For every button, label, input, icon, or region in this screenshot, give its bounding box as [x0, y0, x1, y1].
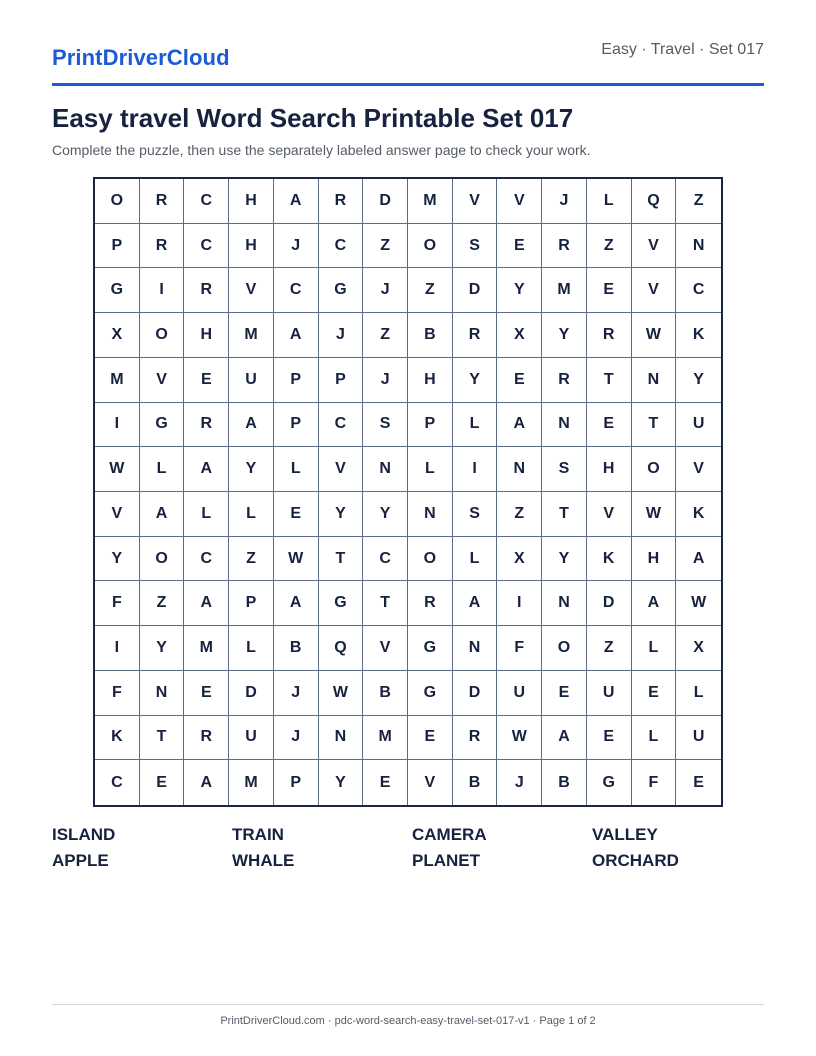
grid-cell: Z — [363, 313, 408, 358]
grid-cell: V — [140, 358, 185, 403]
word-search-grid — [93, 177, 723, 807]
grid-cell: U — [229, 358, 274, 403]
grid-cell: L — [453, 537, 498, 582]
grid-cell: T — [363, 581, 408, 626]
grid-cell: J — [542, 179, 587, 224]
grid-cell: R — [453, 716, 498, 761]
grid-cell: O — [140, 313, 185, 358]
grid-cell: X — [95, 313, 140, 358]
grid-cell: Z — [587, 224, 632, 269]
grid-cell: C — [676, 268, 721, 313]
grid-cell: P — [274, 403, 319, 448]
grid-cell: A — [184, 581, 229, 626]
brand-logo: PrintDriverCloud — [52, 45, 230, 70]
grid-cell: R — [140, 224, 185, 269]
grid-cell: F — [497, 626, 542, 671]
grid-cell: N — [408, 492, 453, 537]
grid-cell: V — [319, 447, 364, 492]
grid-cell: C — [319, 403, 364, 448]
grid-cell: V — [587, 492, 632, 537]
grid-cell: E — [587, 716, 632, 761]
grid-cell: V — [453, 179, 498, 224]
grid-cell: X — [497, 313, 542, 358]
grid-cell: R — [319, 179, 364, 224]
grid-cell: O — [632, 447, 677, 492]
grid-cell: V — [229, 268, 274, 313]
grid-cell: N — [453, 626, 498, 671]
grid-cell: Z — [497, 492, 542, 537]
grid-cell: A — [453, 581, 498, 626]
grid-cell: G — [319, 268, 364, 313]
grid-cell: J — [274, 224, 319, 269]
grid-cell: A — [274, 581, 319, 626]
grid-cell: E — [408, 716, 453, 761]
grid-cell: C — [274, 268, 319, 313]
grid-cell: C — [319, 224, 364, 269]
grid-cell: E — [542, 671, 587, 716]
grid-cell: C — [184, 179, 229, 224]
grid-cell: J — [274, 716, 319, 761]
grid-cell: G — [319, 581, 364, 626]
grid-cell: M — [408, 179, 453, 224]
grid-cell: F — [632, 760, 677, 805]
word-list-item: CAMERA — [412, 825, 487, 844]
page-footer: PrintDriverCloud.com · pdc-word-search-easy-travel-set-017-v1 · Page 1 of 2 — [52, 1004, 764, 1027]
grid-cell: L — [632, 716, 677, 761]
grid-cell: B — [453, 760, 498, 805]
grid-cell: Y — [497, 268, 542, 313]
grid-cell: V — [497, 179, 542, 224]
grid-cell: B — [542, 760, 587, 805]
grid-cell: Y — [542, 313, 587, 358]
grid-cell: K — [676, 492, 721, 537]
grid-cell: R — [184, 403, 229, 448]
grid-cell: D — [453, 671, 498, 716]
grid-cell: Y — [229, 447, 274, 492]
grid-cell: W — [632, 313, 677, 358]
grid-cell: S — [453, 224, 498, 269]
grid-cell: O — [408, 537, 453, 582]
grid-cell: K — [587, 537, 632, 582]
grid-cell: P — [274, 760, 319, 805]
puzzle-meta: Easy · Travel · Set 017 — [601, 41, 764, 58]
grid-cell: R — [453, 313, 498, 358]
grid-cell: T — [587, 358, 632, 403]
grid-cell: N — [363, 447, 408, 492]
grid-cell: V — [408, 760, 453, 805]
grid-cell: F — [95, 581, 140, 626]
grid-cell: Y — [363, 492, 408, 537]
word-list-item: WHALE — [232, 851, 295, 870]
grid-cell: Z — [140, 581, 185, 626]
grid-cell: P — [229, 581, 274, 626]
grid-cell: T — [140, 716, 185, 761]
grid-cell: L — [140, 447, 185, 492]
grid-cell: T — [632, 403, 677, 448]
grid-cell: S — [453, 492, 498, 537]
grid-cell: O — [408, 224, 453, 269]
grid-cell: N — [319, 716, 364, 761]
grid-cell: O — [95, 179, 140, 224]
grid-cell: A — [229, 403, 274, 448]
grid-cell: X — [676, 626, 721, 671]
grid-cell: F — [95, 671, 140, 716]
grid-cell: A — [140, 492, 185, 537]
word-list-item: APPLE — [52, 851, 109, 870]
grid-cell: E — [497, 224, 542, 269]
grid-cell: W — [676, 581, 721, 626]
grid-cell: S — [363, 403, 408, 448]
grid-cell: J — [319, 313, 364, 358]
grid-cell: H — [184, 313, 229, 358]
grid-cell: Q — [632, 179, 677, 224]
grid-cell: B — [363, 671, 408, 716]
grid-cell: K — [95, 716, 140, 761]
grid-cell: J — [363, 358, 408, 403]
grid-cell: E — [587, 268, 632, 313]
grid-cell: V — [95, 492, 140, 537]
grid-cell: A — [184, 447, 229, 492]
word-list — [52, 826, 764, 870]
grid-cell: N — [542, 403, 587, 448]
grid-cell: D — [363, 179, 408, 224]
grid-cell: I — [95, 403, 140, 448]
grid-cell: N — [676, 224, 721, 269]
grid-cell: M — [184, 626, 229, 671]
grid-cell: E — [497, 358, 542, 403]
grid-cell: W — [319, 671, 364, 716]
grid-cell: C — [363, 537, 408, 582]
grid-cell: U — [587, 671, 632, 716]
grid-cell: P — [274, 358, 319, 403]
grid-cell: L — [274, 447, 319, 492]
grid-cell: V — [632, 224, 677, 269]
grid-cell: H — [632, 537, 677, 582]
grid-cell: J — [363, 268, 408, 313]
grid-cell: A — [497, 403, 542, 448]
grid-cell: V — [363, 626, 408, 671]
grid-cell: U — [497, 671, 542, 716]
grid-cell: B — [274, 626, 319, 671]
grid-cell: M — [542, 268, 587, 313]
grid-cell: S — [542, 447, 587, 492]
grid-cell: L — [229, 492, 274, 537]
word-list-item: TRAIN — [232, 825, 284, 844]
grid-cell: N — [632, 358, 677, 403]
grid-cell: N — [140, 671, 185, 716]
grid-cell: E — [140, 760, 185, 805]
page-header — [52, 34, 764, 86]
grid-cell: E — [184, 358, 229, 403]
grid-cell: Z — [676, 179, 721, 224]
grid-cell: I — [453, 447, 498, 492]
grid-cell: Y — [319, 760, 364, 805]
grid-cell: Y — [676, 358, 721, 403]
grid-cell: I — [95, 626, 140, 671]
grid-cell: U — [676, 716, 721, 761]
word-list-item: VALLEY — [592, 825, 658, 844]
grid-cell: C — [95, 760, 140, 805]
grid-cell: E — [632, 671, 677, 716]
grid-cell: X — [497, 537, 542, 582]
instructions: Complete the puzzle, then use the separately labeled answer page to check your work. — [52, 142, 591, 158]
grid-cell: R — [587, 313, 632, 358]
grid-cell: E — [184, 671, 229, 716]
grid-cell: R — [140, 179, 185, 224]
grid-cell: H — [408, 358, 453, 403]
grid-cell: I — [497, 581, 542, 626]
grid-cell: C — [184, 537, 229, 582]
grid-cell: T — [319, 537, 364, 582]
grid-cell: V — [632, 268, 677, 313]
grid-cell: A — [184, 760, 229, 805]
grid-cell: N — [542, 581, 587, 626]
grid-cell: O — [542, 626, 587, 671]
grid-cell: J — [274, 671, 319, 716]
grid-cell: W — [274, 537, 319, 582]
grid-cell: V — [676, 447, 721, 492]
grid-cell: Z — [229, 537, 274, 582]
grid-cell: N — [497, 447, 542, 492]
grid-cell: I — [140, 268, 185, 313]
grid-cell: L — [676, 671, 721, 716]
grid-cell: R — [184, 268, 229, 313]
grid-cell: C — [184, 224, 229, 269]
grid-cell: Z — [363, 224, 408, 269]
grid-cell: O — [140, 537, 185, 582]
grid-cell: L — [229, 626, 274, 671]
grid-cell: Y — [542, 537, 587, 582]
grid-cell: G — [408, 626, 453, 671]
page-title: Easy travel Word Search Printable Set 017 — [52, 103, 574, 133]
grid-cell: M — [95, 358, 140, 403]
grid-cell: L — [587, 179, 632, 224]
grid-cell: D — [453, 268, 498, 313]
grid-cell: P — [95, 224, 140, 269]
word-list-item: PLANET — [412, 851, 480, 870]
grid-cell: L — [632, 626, 677, 671]
grid-cell: D — [229, 671, 274, 716]
grid-cell: A — [274, 179, 319, 224]
grid-cell: J — [497, 760, 542, 805]
grid-cell: P — [319, 358, 364, 403]
grid-cell: G — [587, 760, 632, 805]
grid-cell: W — [497, 716, 542, 761]
word-list-item: ORCHARD — [592, 851, 679, 870]
grid-cell: A — [632, 581, 677, 626]
grid-cell: R — [184, 716, 229, 761]
grid-cell: D — [587, 581, 632, 626]
grid-cell: E — [693, 773, 704, 791]
grid-cell: M — [229, 313, 274, 358]
grid-cell: Y — [95, 537, 140, 582]
grid-cell: L — [408, 447, 453, 492]
grid-cell: W — [632, 492, 677, 537]
grid-cell: H — [587, 447, 632, 492]
grid-cell: E — [587, 403, 632, 448]
grid-cell: Y — [453, 358, 498, 403]
grid-cell: W — [95, 447, 140, 492]
grid-cell: A — [274, 313, 319, 358]
grid-cell: E — [363, 760, 408, 805]
grid-cell: M — [229, 760, 274, 805]
grid-cell: A — [542, 716, 587, 761]
grid-cell: L — [453, 403, 498, 448]
grid-cell: R — [408, 581, 453, 626]
grid-cell: Q — [319, 626, 364, 671]
grid-cell: Y — [319, 492, 364, 537]
grid-cell: G — [95, 268, 140, 313]
grid-cell: P — [408, 403, 453, 448]
word-list-item: ISLAND — [52, 825, 116, 844]
grid-cell: R — [542, 224, 587, 269]
grid-cell: R — [542, 358, 587, 403]
grid-cell: U — [229, 716, 274, 761]
grid-cell: K — [676, 313, 721, 358]
grid-cell: U — [676, 403, 721, 448]
grid-cell: T — [542, 492, 587, 537]
grid-cell: Z — [587, 626, 632, 671]
grid-cell: L — [184, 492, 229, 537]
grid-cell: G — [408, 671, 453, 716]
grid-cell: Z — [408, 268, 453, 313]
grid-cell: H — [229, 179, 274, 224]
grid-cell: G — [140, 403, 185, 448]
grid-cell: H — [229, 224, 274, 269]
grid-cell: E — [274, 492, 319, 537]
grid-cell: Y — [140, 626, 185, 671]
grid-cell: M — [363, 716, 408, 761]
grid-cell: B — [408, 313, 453, 358]
grid-cell: A — [676, 537, 721, 582]
